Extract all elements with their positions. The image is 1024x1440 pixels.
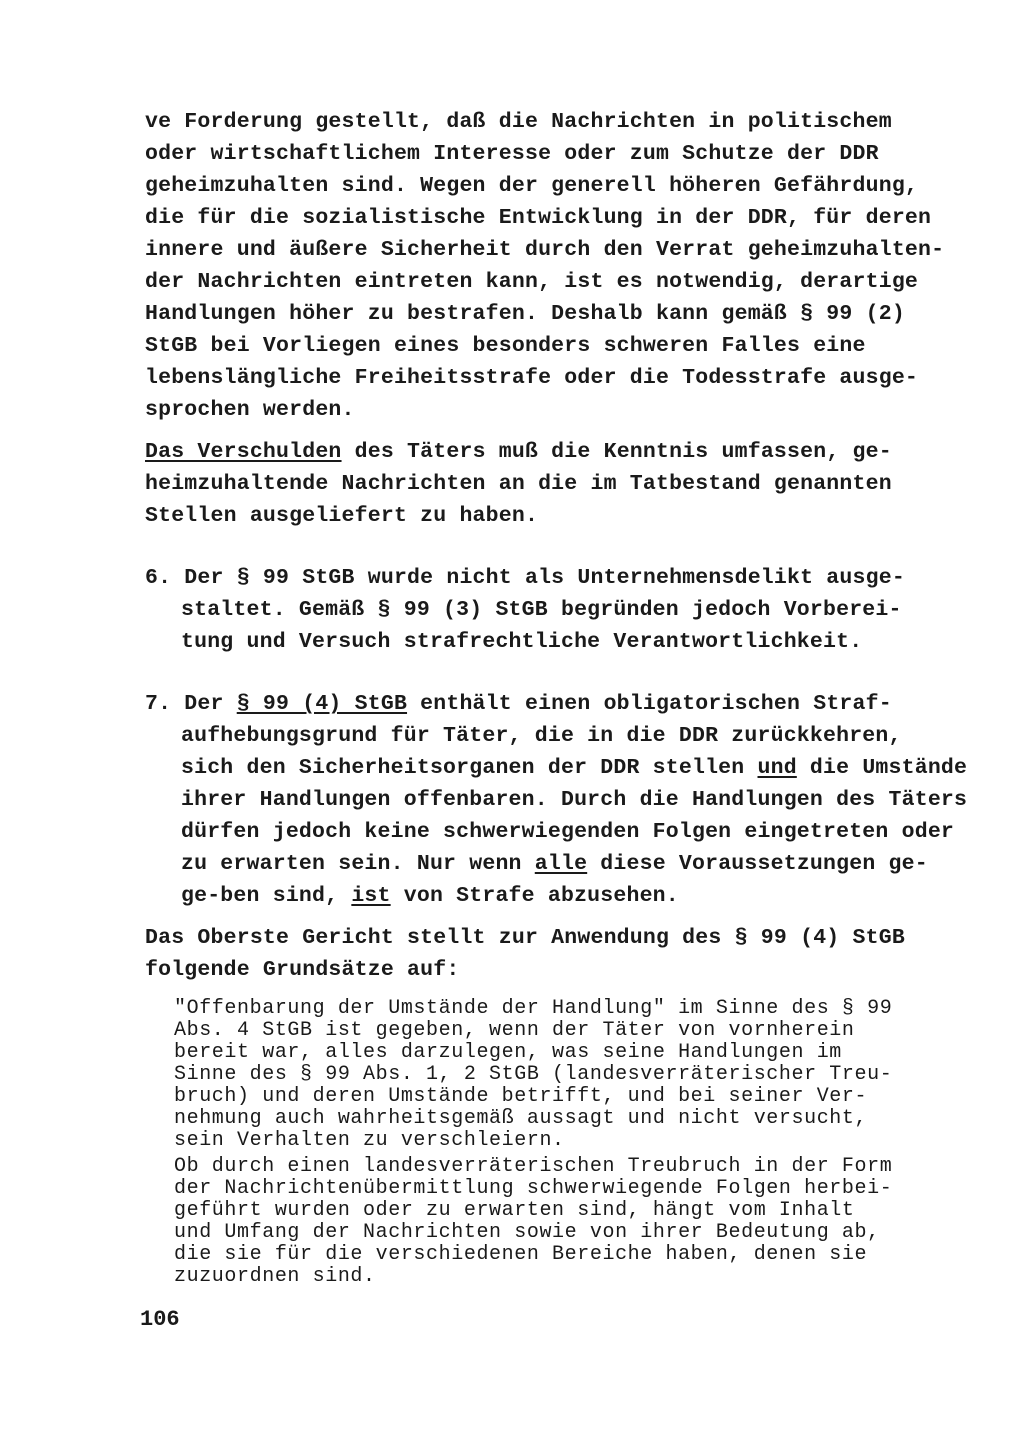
- text-segment: ge-ben sind,: [181, 884, 352, 908]
- text-line: [145, 848, 935, 880]
- underlined-word: alle: [534, 852, 588, 876]
- text-line: innere und äußere Sicherheit durch den Verrat geheimzuhalten-: [145, 238, 945, 262]
- text-line: heimzuhaltende Nachrichten an die im Tatbestand genannten: [145, 472, 892, 496]
- quote-line: "Offenbarung der Umstände der Handlung" im Sinne des § 99: [174, 997, 893, 1020]
- text-line: aufhebungsgrund für Täter, die in die DDR zurückkehren,: [181, 724, 902, 748]
- quote-line: die sie für die verschiedenen Bereiche haben, denen sie: [174, 1243, 868, 1266]
- text-line: [145, 752, 968, 784]
- paragraph-continuation: [145, 106, 945, 426]
- quote-line: bereit war, alles darzulegen, was seine Handlungen im: [174, 1041, 842, 1064]
- text-line: staltet. Gemäß § 99 (3) StGB begründen jedoch Vorberei-: [181, 598, 902, 622]
- underlined-term: Das Verschulden: [145, 440, 342, 464]
- text-segment: zu erwarten sein. Nur wenn: [181, 852, 535, 876]
- numbered-item-7: [145, 688, 968, 912]
- quote-line: zuzuordnen sind.: [174, 1265, 376, 1288]
- quote-line: und Umfang der Nachrichten sowie von ihrer Bedeutung ab,: [174, 1221, 880, 1244]
- text-line: geheimzuhalten sind. Wegen der generell höheren Gefährdung,: [145, 174, 919, 198]
- underlined-reference: § 99 (4) StGB: [236, 692, 408, 716]
- text-line: dürfen jedoch keine schwerwiegenden Folgen eingetreten oder: [181, 820, 955, 844]
- text-line: [145, 688, 935, 720]
- paragraph-verschulden: [145, 436, 935, 532]
- text-line: die für die sozialistische Entwicklung in der DDR, für deren: [145, 206, 932, 230]
- text-line: lebenslängliche Freiheitsstrafe oder die Todesstrafe ausge-: [145, 366, 919, 390]
- paragraph-oberstes-gericht: [145, 922, 935, 986]
- text-segment: sich den Sicherheitsorganen der DDR stellen: [181, 756, 758, 780]
- quote-line: sein Verhalten zu verschleiern.: [174, 1129, 565, 1152]
- text-line: 6. Der § 99 StGB wurde nicht als Unternehmensdelikt ausge-: [145, 566, 905, 590]
- text-segment: 7. Der: [145, 692, 237, 716]
- quotation-block-2: [174, 1156, 934, 1288]
- text-line: sprochen werden.: [145, 398, 355, 422]
- quote-line: geführt wurden oder zu erwarten sind, hängt vom Inhalt: [174, 1199, 855, 1222]
- quote-line: Ob durch einen landesverräterischen Treubruch in der Form: [174, 1155, 893, 1178]
- quotation-block-1: [174, 998, 934, 1152]
- text-segment: des Täters muß die Kenntnis umfassen, ge-: [341, 440, 892, 464]
- page-number: 106: [140, 1307, 180, 1332]
- numbered-item-6: [145, 562, 935, 658]
- text-line: ihrer Handlungen offenbaren. Durch die Handlungen des Täters: [181, 788, 968, 812]
- underlined-word: und: [757, 756, 797, 780]
- quote-line: nehmung auch wahrheitsgemäß aussagt und nicht versucht,: [174, 1107, 868, 1130]
- text-line: ve Forderung gestellt, daß die Nachrichten in politischem: [145, 110, 892, 134]
- text-line: StGB bei Vorliegen eines besonders schweren Falles eine: [145, 334, 866, 358]
- text-segment: diese Voraussetzungen ge-: [587, 852, 928, 876]
- quote-line: der Nachrichtenübermittlung schwerwiegende Folgen herbei-: [174, 1177, 893, 1200]
- underlined-word: ist: [351, 884, 391, 908]
- text-segment: enthält einen obligatorischen Straf-: [407, 692, 892, 716]
- text-line: [145, 436, 935, 468]
- text-line: folgende Grundsätze auf:: [145, 958, 460, 982]
- quote-line: Sinne des § 99 Abs. 1, 2 StGB (landesverräterischer Treu-: [174, 1063, 893, 1086]
- quote-line: Abs. 4 StGB ist gegeben, wenn der Täter von vornherein: [174, 1019, 855, 1042]
- quote-line: bruch) und deren Umstände betrifft, und bei seiner Ver-: [174, 1085, 868, 1108]
- text-line: Stellen ausgeliefert zu haben.: [145, 504, 539, 528]
- text-line: der Nachrichten eintreten kann, ist es notwendig, derartige: [145, 270, 919, 294]
- text-line: oder wirtschaftlichem Interesse oder zum Schutze der DDR: [145, 142, 879, 166]
- text-line: [145, 880, 935, 912]
- text-segment: die Umstände: [796, 756, 968, 780]
- text-line: Das Oberste Gericht stellt zur Anwendung des § 99 (4) StGB: [145, 926, 905, 950]
- text-line: tung und Versuch strafrechtliche Verantwortlichkeit.: [181, 630, 863, 654]
- text-segment: von Strafe abzusehen.: [390, 884, 679, 908]
- text-line: Handlungen höher zu bestrafen. Deshalb kann gemäß § 99 (2): [145, 302, 905, 326]
